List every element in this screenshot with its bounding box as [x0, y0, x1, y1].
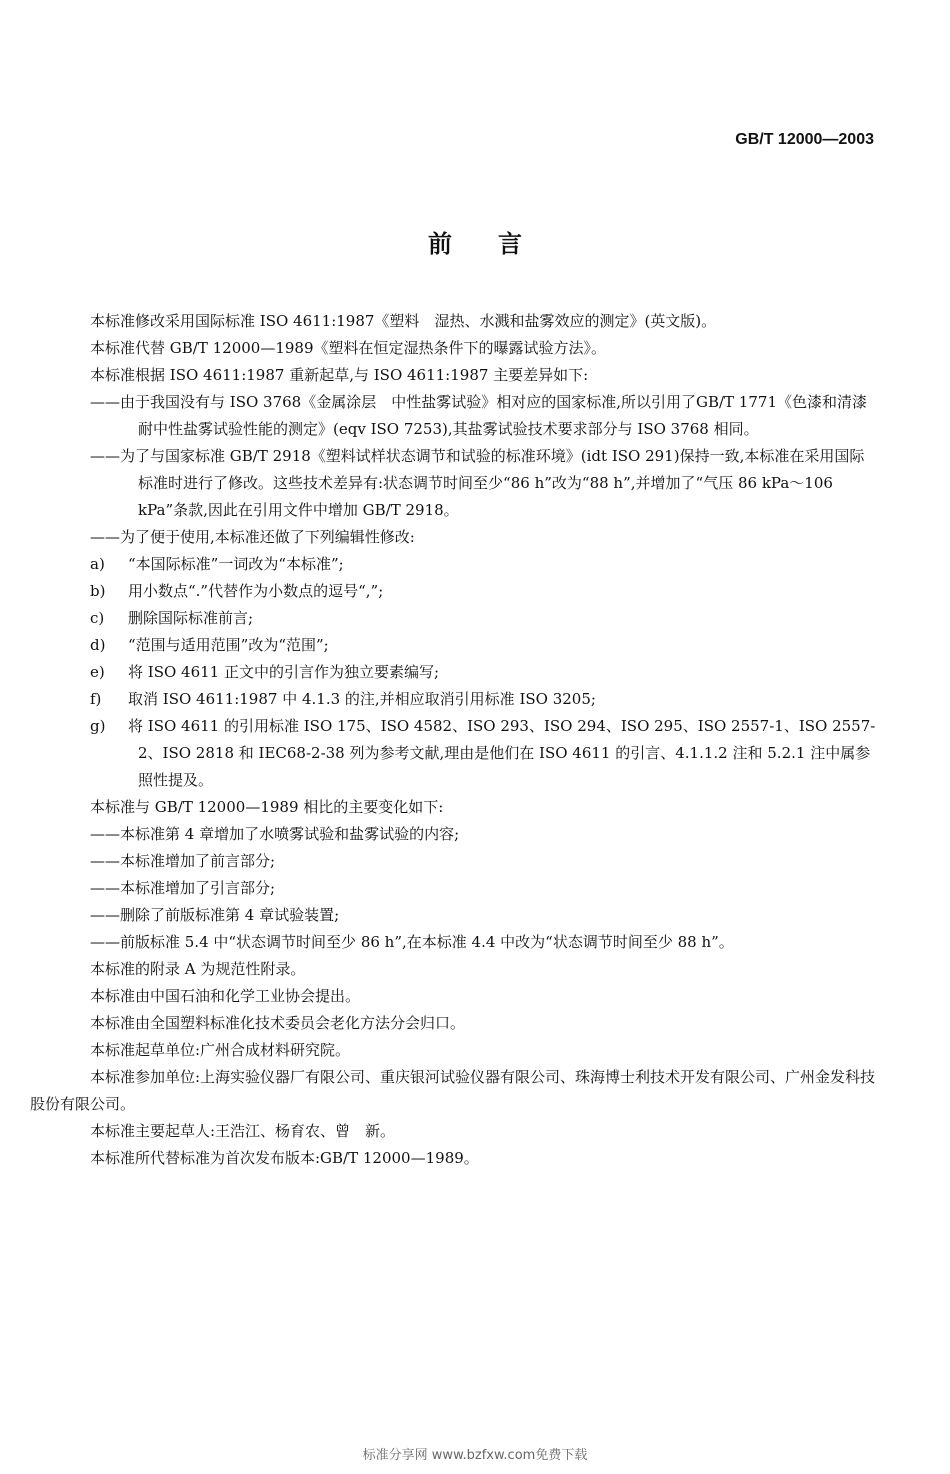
list-item — [30, 551, 878, 578]
list-text: 将 ISO 4611 正文中的引言作为独立要素编写; — [128, 663, 440, 681]
list-marker: e) — [90, 663, 105, 681]
list-item — [30, 578, 878, 605]
difference-item: ——为了与国家标准 GB/T 2918《塑料试样状态调节和试验的标准环境》(idt ISO 291)保持一致,本标准在采用国际标准时进行了修改。这些技术差异有:状态调节时间至少“86 h”改为“88 h”,并增加了“气压 86 kPa～106 kPa”条款,因此在引用文件中增加 GB/T 2918。 — [90, 447, 865, 519]
standard-id: GB/T 12000—2003 — [735, 131, 874, 148]
list-text: “范围与适用范围”改为“范围”; — [128, 636, 329, 654]
list-marker: b) — [90, 582, 106, 600]
list-marker: f) — [90, 690, 102, 708]
list-item — [30, 713, 878, 794]
paragraph-drafter-unit: 本标准起草单位:广州合成材料研究院。 — [90, 1041, 351, 1059]
list-marker: a) — [90, 555, 105, 573]
change-item: ——本标准增加了引言部分; — [90, 879, 276, 897]
paragraph-changes-intro: 本标准与 GB/T 12000—1989 相比的主要变化如下: — [90, 798, 444, 816]
paragraph-annex: 本标准的附录 A 为规范性附录。 — [90, 960, 306, 978]
paragraph-differences: 本标准根据 ISO 4611:1987 重新起草,与 ISO 4611:1987 主要差异如下: — [90, 366, 589, 384]
list-marker: d) — [90, 636, 106, 654]
list-text: 将 ISO 4611 的引用标准 ISO 175、ISO 4582、ISO 293、ISO 294、ISO 295、ISO 2557-1、ISO 2557-2、ISO 2818 和 IEC68-2-38 列为参考文献,理由是他们在 ISO 4611 的引言、4.1.1.2 注和 5.2.1 注中属参照性提及。 — [128, 717, 876, 789]
list-item — [30, 632, 878, 659]
difference-item: ——由于我国没有与 ISO 3768《金属涂层 中性盐雾试验》相对应的国家标准,所以引用了GB/T 1771《色漆和清漆 耐中性盐雾试验性能的测定》(eqv ISO 7253),其盐雾试验技术要求部分与 ISO 3768 相同。 — [90, 393, 883, 438]
watermark: 标准分享网 www.bzfxw.com免费下载 — [362, 1448, 588, 1463]
list-marker: c) — [90, 609, 105, 627]
list-text: “本国际标准”一词改为“本标准”; — [128, 555, 344, 573]
paragraph-centralized: 本标准由全国塑料标准化技术委员会老化方法分会归口。 — [90, 1014, 466, 1032]
list-marker: g) — [90, 717, 106, 735]
list-item — [30, 686, 878, 713]
paragraph-proposed: 本标准由中国石油和化学工业协会提出。 — [90, 987, 361, 1005]
difference-item: ——为了便于使用,本标准还做了下列编辑性修改: — [90, 528, 415, 546]
change-item: ——前版标准 5.4 中“状态调节时间至少 86 h”,在本标准 4.4 中改为“状态调节时间至少 88 h”。 — [90, 933, 734, 951]
paragraph-replaces: 本标准代替 GB/T 12000—1989《塑料在恒定湿热条件下的曝露试验方法》。 — [90, 339, 606, 357]
list-text: 用小数点“.”代替作为小数点的逗号“,”; — [128, 582, 384, 600]
paragraph-drafters: 本标准主要起草人:王浩江、杨育农、曾 新。 — [90, 1122, 396, 1140]
list-item — [30, 659, 878, 686]
list-item — [30, 605, 878, 632]
change-item: ——删除了前版标准第 4 章试验装置; — [90, 906, 340, 924]
document-body — [30, 308, 883, 1172]
change-item: ——本标准第 4 章增加了水喷雾试验和盐雾试验的内容; — [90, 825, 460, 843]
paragraph-previous: 本标准所代替标准为首次发布版本:GB/T 12000—1989。 — [90, 1149, 479, 1167]
list-text: 取消 ISO 4611:1987 中 4.1.3 的注,并相应取消引用标准 ISO 3205; — [128, 690, 596, 708]
list-text: 删除国际标准前言; — [128, 609, 254, 627]
paragraph-adoption: 本标准修改采用国际标准 ISO 4611:1987《塑料 湿热、水溅和盐雾效应的测定》(英文版)。 — [90, 312, 717, 330]
page-title: 前言 — [428, 230, 568, 258]
change-item: ——本标准增加了前言部分; — [90, 852, 276, 870]
paragraph-participants: 本标准参加单位:上海实验仪器厂有限公司、重庆银河试验仪器有限公司、珠海博士利技术开发有限公司、广州金发科技股份有限公司。 — [30, 1068, 876, 1113]
